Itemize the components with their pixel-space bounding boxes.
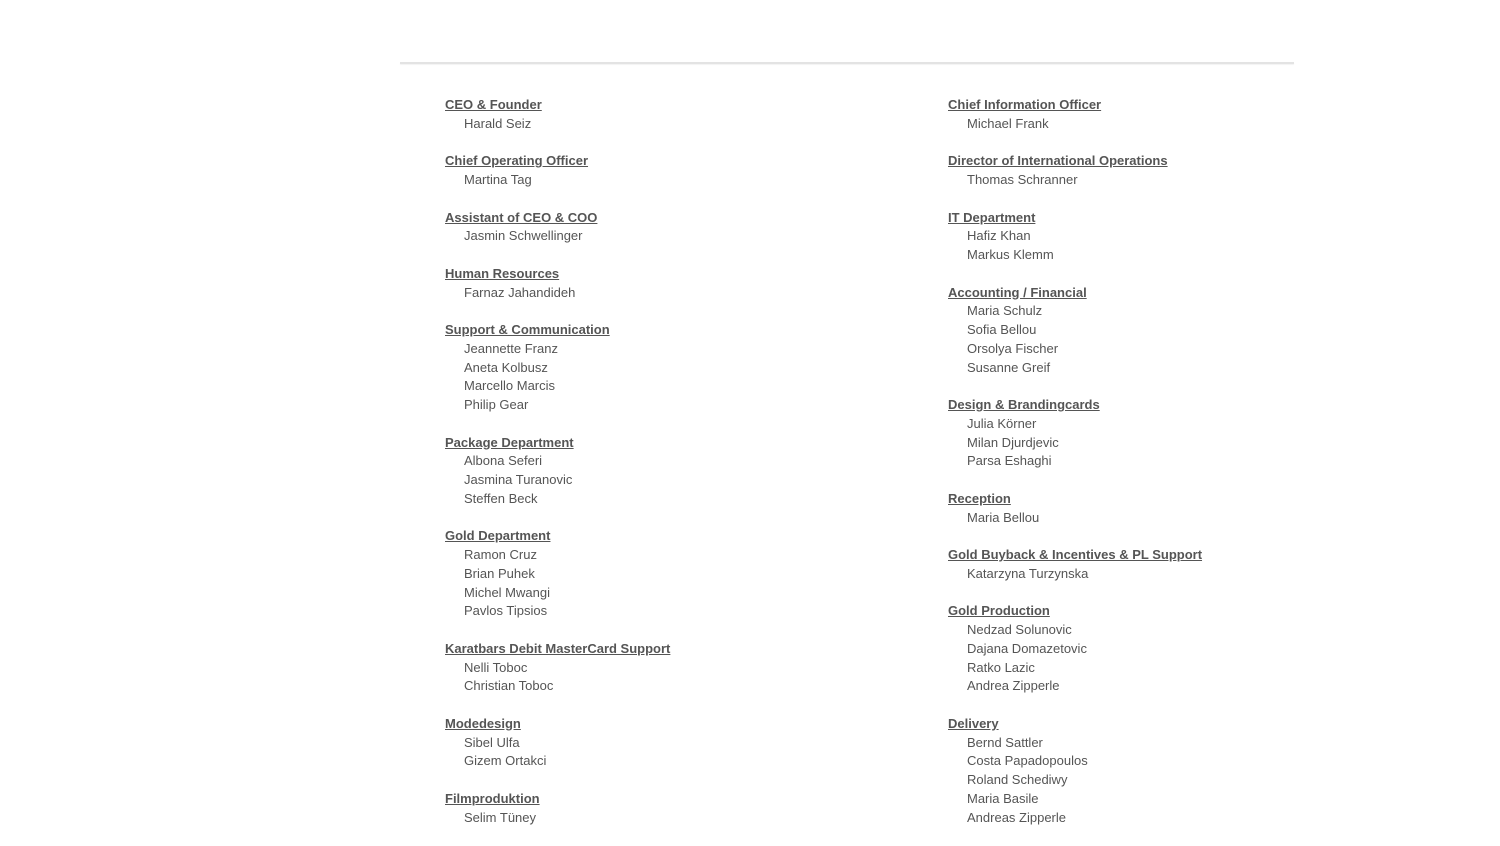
department-group [445,434,670,509]
staff-member-name: Aneta Kolbusz [464,359,548,375]
department-title: Package Department [445,434,574,450]
staff-member-name: Jeannette Franz [464,340,558,356]
department-title: CEO & Founder [445,97,542,112]
staff-member-name: Costa Papadopoulos [967,753,1088,769]
staff-member-name: Ramon Cruz [464,547,537,562]
staff-member-name: Roland Schediwy [967,772,1068,787]
department-title: Accounting / Financial [948,284,1087,300]
department-title: Delivery [948,715,999,731]
staff-member-name: Maria Schulz [967,303,1043,319]
staff-member-name: Nelli Toboc [464,659,528,675]
department-group [948,209,1202,265]
department-group [445,527,670,621]
department-group [948,715,1202,828]
staff-member-name: Michel Mwangi [464,584,550,600]
staff-member-name: Gizem Ortakci [464,753,547,769]
department-title: Gold Department [445,528,551,544]
staff-member-name: Brian Puhek [464,565,535,581]
staff-member-name: Martina Tag [464,172,532,187]
staff-member-name: Pavlos Tipsios [464,603,548,619]
staff-member-name: Harald Seiz [464,115,532,131]
department-group [445,96,670,134]
department-group [445,152,670,190]
department-title: IT Department [948,209,1036,225]
staff-member-name: Thomas Schranner [967,172,1078,187]
staff-member-name: Selim Tüney [464,809,537,825]
department-group [445,209,670,247]
department-title: Karatbars Debit MasterCard Support [445,640,671,656]
staff-member-name: Hafiz Khan [967,228,1031,244]
staff-member-name: Julia Körner [967,415,1037,431]
staff-member-name: Nedzad Solunovic [967,622,1072,637]
department-group [948,490,1202,528]
department-title: Director of International Operations [948,153,1168,169]
department-group [948,284,1202,378]
department-title: Support & Communication [445,322,610,337]
department-title: Design & Brandingcards [948,397,1100,412]
department-group [948,602,1202,696]
department-title: Assistant of CEO & COO [445,209,598,225]
staff-member-name: Sofia Bellou [967,322,1037,337]
staff-member-name: Steffen Beck [464,490,538,506]
team-column-right [948,96,1202,846]
staff-member-name: Michael Frank [967,115,1049,131]
header-divider [400,62,1294,64]
staff-member-name: Maria Bellou [967,509,1040,525]
staff-member-name: Katarzyna Turzynska [967,565,1089,581]
department-group [948,152,1202,190]
staff-member-name: Andreas Zipperle [967,809,1066,825]
department-title: Gold Buyback & Incentives & PL Support [948,547,1203,562]
department-group [445,640,670,696]
staff-member-name: Dajana Domazetovic [967,640,1087,656]
staff-member-name: Sibel Ulfa [464,734,520,750]
staff-member-name: Andrea Zipperle [967,678,1060,694]
staff-member-name: Philip Gear [464,397,529,412]
staff-member-name: Albona Seferi [464,453,543,469]
staff-member-name: Milan Djurdjevic [967,434,1059,450]
staff-member-name: Farnaz Jahandideh [464,284,576,300]
department-group [445,715,670,771]
department-title: Human Resources [445,265,560,281]
department-title: Chief Operating Officer [445,153,589,169]
staff-member-name: Maria Basile [967,790,1039,806]
staff-member-name: Jasmina Turanovic [464,472,573,487]
staff-member-name: Christian Toboc [464,678,554,694]
department-group [948,546,1202,584]
department-title: Chief Information Officer [948,97,1102,112]
staff-member-name: Bernd Sattler [967,734,1043,750]
staff-member-name: Marcello Marcis [464,378,556,394]
department-title: Filmproduktion [445,790,540,806]
department-title: Modedesign [445,715,521,731]
department-title: Reception [948,490,1011,506]
department-group [948,96,1202,134]
staff-member-name: Jasmin Schwellinger [464,228,583,244]
staff-member-name: Orsolya Fischer [967,340,1059,356]
department-group [445,790,670,828]
staff-member-name: Ratko Lazic [967,659,1035,675]
department-group [445,265,670,303]
staff-member-name: Susanne Greif [967,359,1051,375]
department-group [445,321,670,415]
department-title: Gold Production [948,603,1050,619]
department-group [948,396,1202,471]
staff-member-name: Parsa Eshaghi [967,453,1052,469]
team-column-left [445,96,670,846]
staff-member-name: Markus Klemm [967,247,1054,262]
